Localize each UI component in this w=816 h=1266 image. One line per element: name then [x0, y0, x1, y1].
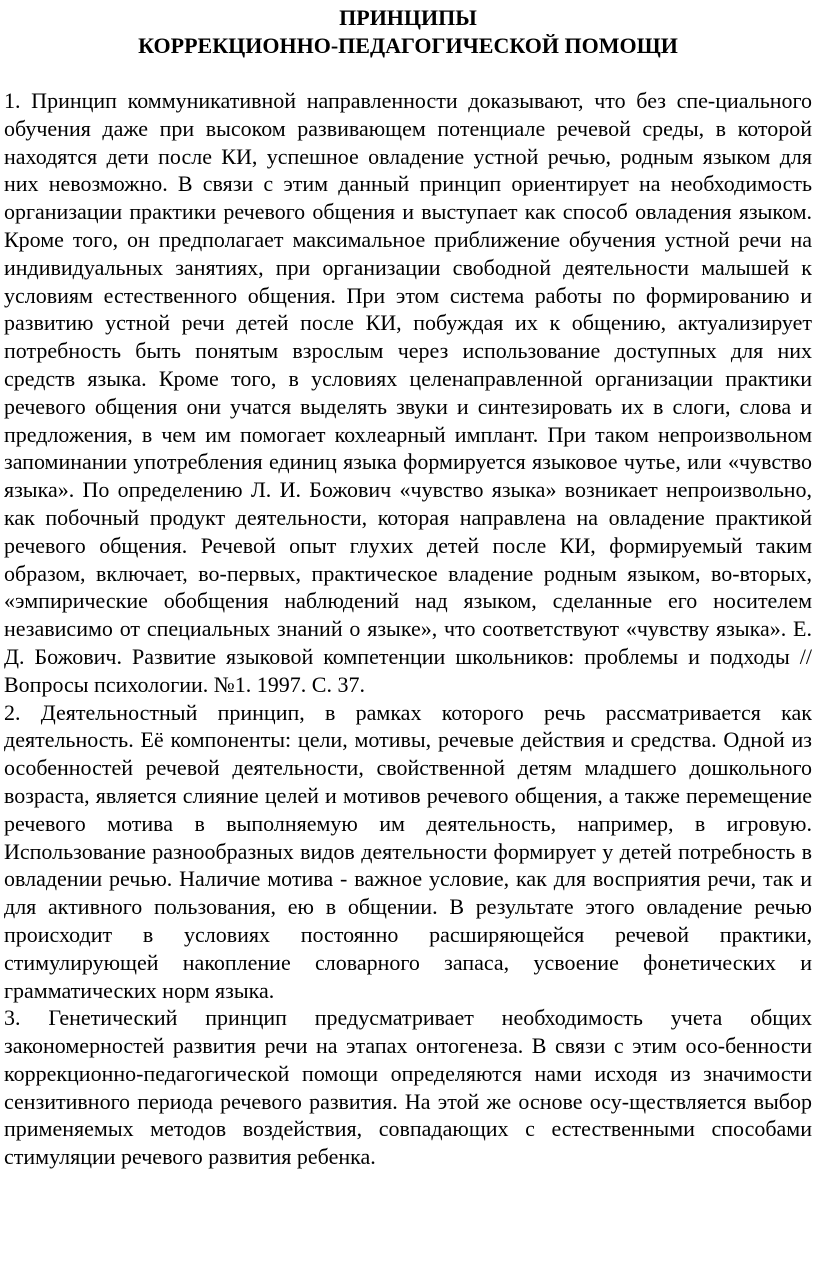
- paragraph-principle-1: 1. Принцип коммуникативной направленности доказывают, что без спе-циального обучения даже при высоком развивающем потенциале речевой среды, в которой находятся дети после КИ, успешное овладение устной речью, родным языком для них невозможно. В связи с этим данный принцип ориентирует на необходимость организации практики речевого общения и выступает как способ овладения языком. Кроме того, он предполагает максимальное приближение обучения устной речи на индивидуальных занятиях, при организации свободной деятельности малышей к условиям естественного общения. При этом система работы по формированию и развитию устной речи детей после КИ, побуждая их к общению, актуализирует потребность быть понятым взрослым через использование доступных для них средств языка. Кроме того, в условиях целенаправленной организации практики речевого общения они учатся выделять звуки и синтезировать их в слоги, слова и предложения, в чем им помогает кохлеарный имплант. При таком непроизвольном запоминании употребления единиц языка формируется языковое чутье, или «чувство языка». По определению Л. И. Божович «чувство языка» возникает непроизвольно, как побочный продукт деятельности, которая направлена на овладение практикой речевого общения. Речевой опыт глухих детей после КИ, формируемый таким образом, включает, во-первых, практическое владение родным языком, во-вторых, «эмпирические обобщения наблюдений над языком, сделанные его носителем независимо от специальных знаний о языке», что соответствуют «чувству языка». Е. Д. Божович. Развитие языковой компетенции школьников: проблемы и подходы //Вопросы психологии. №1. 1997. С. 37.: [4, 88, 812, 697]
- document-title: [4, 4, 812, 60]
- paragraph-principle-2: 2. Деятельностный принцип, в рамках которого речь рассматривается как деятельность. Её компоненты: цели, мотивы, речевые действия и средства. Одной из особенностей речевой деятельности, свойственной детям младшего дошкольного возраста, является слияние целей и мотивов речевого общения, а также перемещение речевого мотива в выполняемую им деятельность, например, в игровую. Использование разнообразных видов деятельности формирует у детей потребность в овладении речью. Наличие мотива - важное условие, как для восприятия речи, так и для активного пользования, ею в общении. В результате этого овладение речью происходит в условиях постоянно расширяющейся речевой практики, стимулирующей накопление словарного запаса, усвоение фонетических и грамматических норм языка.: [4, 699, 812, 1003]
- document-body: [4, 87, 812, 1171]
- title-line-2: КОРРЕКЦИОННО-ПЕДАГОГИЧЕСКОЙ ПОМОЩИ: [138, 33, 678, 58]
- paragraph-principle-3: 3. Генетический принцип предусматривает необходимость учета общих закономерностей развития речи на этапах онтогенеза. В связи с этим осо-бенности коррекционно-педагогической помощи определяются нами исходя из значимости сензитивного периода речевого развития. На этой же основе осу-ществляется выбор применяемых методов воздействия, совпадающих с естественными способами стимуляции речевого развития ребенка.: [4, 1005, 812, 1170]
- title-line-1: ПРИНЦИПЫ: [339, 5, 477, 30]
